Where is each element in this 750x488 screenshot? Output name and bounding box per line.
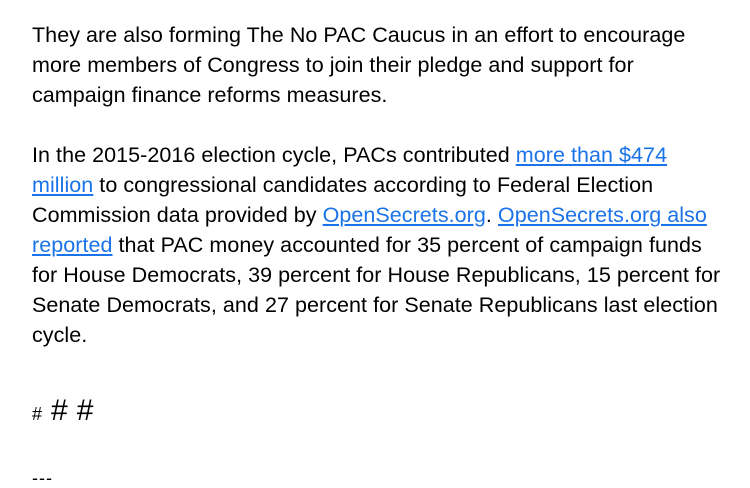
link-more-than-474-million[interactable]: more than $474 million	[32, 143, 668, 197]
end-mark-hash: #	[76, 394, 94, 427]
paragraph-text: .	[485, 203, 498, 227]
paragraph-text: that PAC money accounted for 35 percent of campaign funds for House Democrats, 39 percent for House Republicans, 15 percent for Senate Democrats, and 27 percent for Senate Republicans last election cycle.	[32, 233, 721, 347]
paragraph-no-pac-caucus: They are also forming The No PAC Caucus in an effort to encourage more members of Congress to join their pledge and support for campaign finance reforms measures.	[32, 23, 686, 107]
paragraph-text: In the 2015-2016 election cycle, PACs contributed	[32, 143, 516, 167]
link-opensecrets-also-reported[interactable]: OpenSecrets.org also reported	[32, 203, 707, 257]
end-marks	[32, 394, 93, 434]
article-body	[32, 20, 732, 350]
end-mark-hash: #	[32, 404, 43, 424]
paragraph-text: to congressional candidates according to Federal Election Commission data provided by	[32, 173, 654, 227]
paragraph-pac-contributions	[32, 140, 732, 350]
end-mark-hash: #	[51, 394, 68, 427]
separator-dashes: ---	[32, 468, 53, 488]
link-opensecrets[interactable]: OpenSecrets.org	[322, 203, 486, 227]
